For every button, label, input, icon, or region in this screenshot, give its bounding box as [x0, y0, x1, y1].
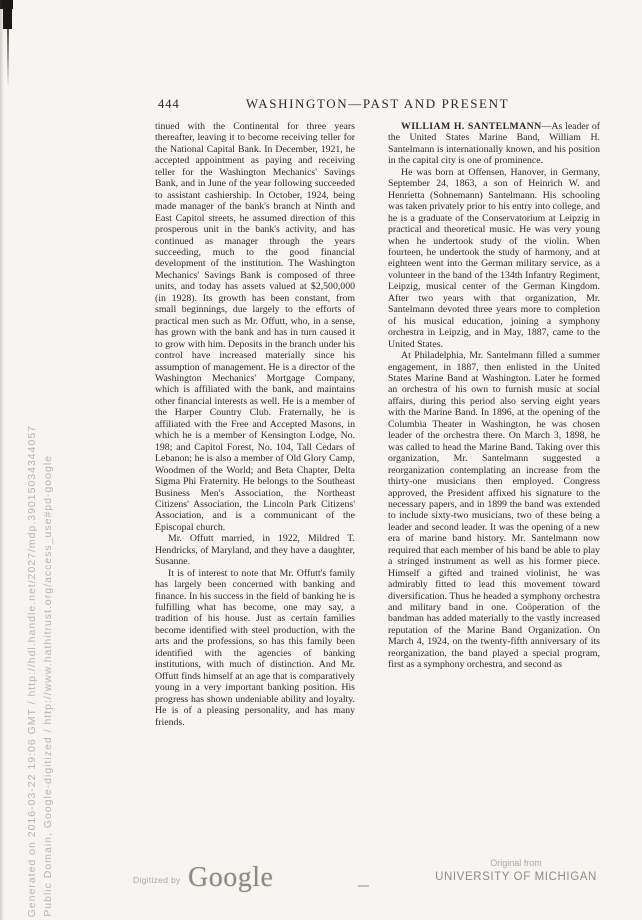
scan-edge-shadow	[0, 0, 4, 920]
right-column	[388, 121, 600, 833]
page-header	[155, 96, 600, 114]
provenance-block	[430, 858, 602, 883]
paragraph: Mr. Offutt married, in 1922, Mildred T. Hendricks, of Maryland, and they have a daughter, Susanne.	[155, 533, 355, 568]
text-columns	[155, 121, 600, 833]
original-from-label: Original from	[490, 858, 542, 868]
paragraph: At Philadelphia, Mr. Santelmann filled a summer engagement, in 1887, then enlisted in the United States Marine Band at Washington. Later he formed an orchestra of his own to furnish music at social affairs, during this period also serving eight years with the Marine Band. In 1896, at the opening of the Columbia Theater in Washington, he was chosen leader of the orchestra there. On March 3, 1898, he was called to head the Marine Band. Taking over this organization, Mr. Santelmann suggested a reorganization contemplating an increase from the thirty-one musicians then employed. Congress approved, the President affixed his signature to the necessary papers, and in 1899 the band was extended to include sixty-two musicians, two of these being a leader and second leader. It was the opening of a new era of marine band history. Mr. Santelmann now required that each member of his band be able to play a stringed instrument as well as his former piece. Himself a gifted and trained violinist, he was admirably fitted to lead this movement toward diversification. Thus he headed a symphony orchestra and military band in one. Coöperation of the bandman has added materially to the vastly increased reputation of the Marine Band Organization. On March 4, 1924, on the twenty-fifth anniversary of its reorganization, the band played a special program, first as a symphony orchestra, and second as	[388, 350, 600, 671]
digitized-by-label: Digitized by	[133, 875, 181, 885]
page-number: 444	[158, 97, 180, 111]
institution-name: UNIVERSITY OF MICHIGAN	[435, 871, 597, 883]
left-column	[155, 121, 355, 833]
entry-lead-paragraph	[388, 121, 600, 167]
paragraph: It is of interest to note that Mr. Offutt's family has largely been concerned with banking and finance. In his success in the field of banking he is fulfilling what has become, one may say, a tradition of his house. Just as certain families become identified with steel production, with the arts and the professions, so has this family been identified with the agencies of banking institutions, with much of distinction. And Mr. Offutt finds himself at an age that is comparatively young in a very important banking position. His progress has shown undeniable ability and loyalty. He is of a pleasing personality, and has many friends.	[155, 567, 355, 728]
entry-heading: WILLIAM H. SANTELMANN	[401, 121, 542, 132]
paragraph: tinued with the Continental for three years thereafter, leaving it to become receiving teller for the National Capital Bank. In December, 1921, he accepted appointment as paying and receiving teller for the Washington Mechanics' Savings Bank, and in June of the year following succeeded to assistant cashiership. In October, 1924, being made manager of the bank's branch at Ninth and East Capitol streets, he assumed direction of this prosperous unit in the bank's activity, and has continued as manager through the years succeeding, much to the good financial development of the institution. The Washington Mechanics' Savings Bank is composed of three units, and today has assets valued at $2,500,000 (in 1928). Its growth has been constant, from small beginnings, due largely to the efforts of practical men such as Mr. Offutt, who, in a sense, has grown with the bank and has in turn caused it to grow with him. Deposits in the branch under his control have increased materially since his assumption of management. He is a director of the Washington Mechanics' Mortgage Company, which is affiliated with the bank, and maintains other financial interests as well. He is a member of the Harper Country Club. Fraternally, he is affiliated with the Free and Accepted Masons, in which he is a member of Kensington Lodge, No. 198; and Capitol Forest, No. 104, Tall Cedars of Lebanon; he is also a member of Old Glory Camp, Woodmen of the World; and Beta Chapter, Delta Sigma Phi Fraternity. He belongs to the Southeast Business Men's Association, the Northeast Citizens' Association, the Lincoln Park Citizens' Association, and is a communicant of the Episcopal church.	[155, 121, 355, 533]
paragraph: He was born at Offensen, Hanover, in Germany, September 24, 1863, a son of Heinrich W. and Henrietta (Sohnemann) Santelmann. His schooling was taken privately prior to his entry into college, and he is a graduate of the Conservatorium at Leipzig in practical and theoretical music. He was very young when he undertook study of the violin. When fourteen, he undertook the study of harmony, and at eighteen went into the German military service, as a volunteer in the band of the 134th Infantry Regiment, Leipzig, musical center of the German Kingdom. After two years with that organization, Mr. Santelmann devoted three years more to completion of his musical education, joining a symphony orchestra in Leipzig, and in May, 1887, came to the United States.	[388, 166, 600, 350]
running-title: WASHINGTON—PAST AND PRESENT	[245, 96, 510, 111]
scan-edge-line	[7, 29, 9, 87]
hathitrust-generated-line: Generated on 2016-03-22 19:06 GMT / http://hdl.handle.net/2027/mdp.39015034344057	[26, 424, 38, 917]
google-logo: Google	[188, 862, 274, 893]
scan-corner-artifact	[3, 0, 12, 29]
google-watermark	[133, 862, 313, 898]
entry-lead-text: —As leader of the United States Marine Band, William H. Santelmann is internationally known, and his position in the capital city is one of prominence.	[388, 121, 600, 167]
hathitrust-rights-line: Public Domain, Google-digitized / http://www.hathitrust.org/access_use#pd-google	[42, 455, 54, 917]
scan-dash-artifact	[358, 885, 369, 887]
